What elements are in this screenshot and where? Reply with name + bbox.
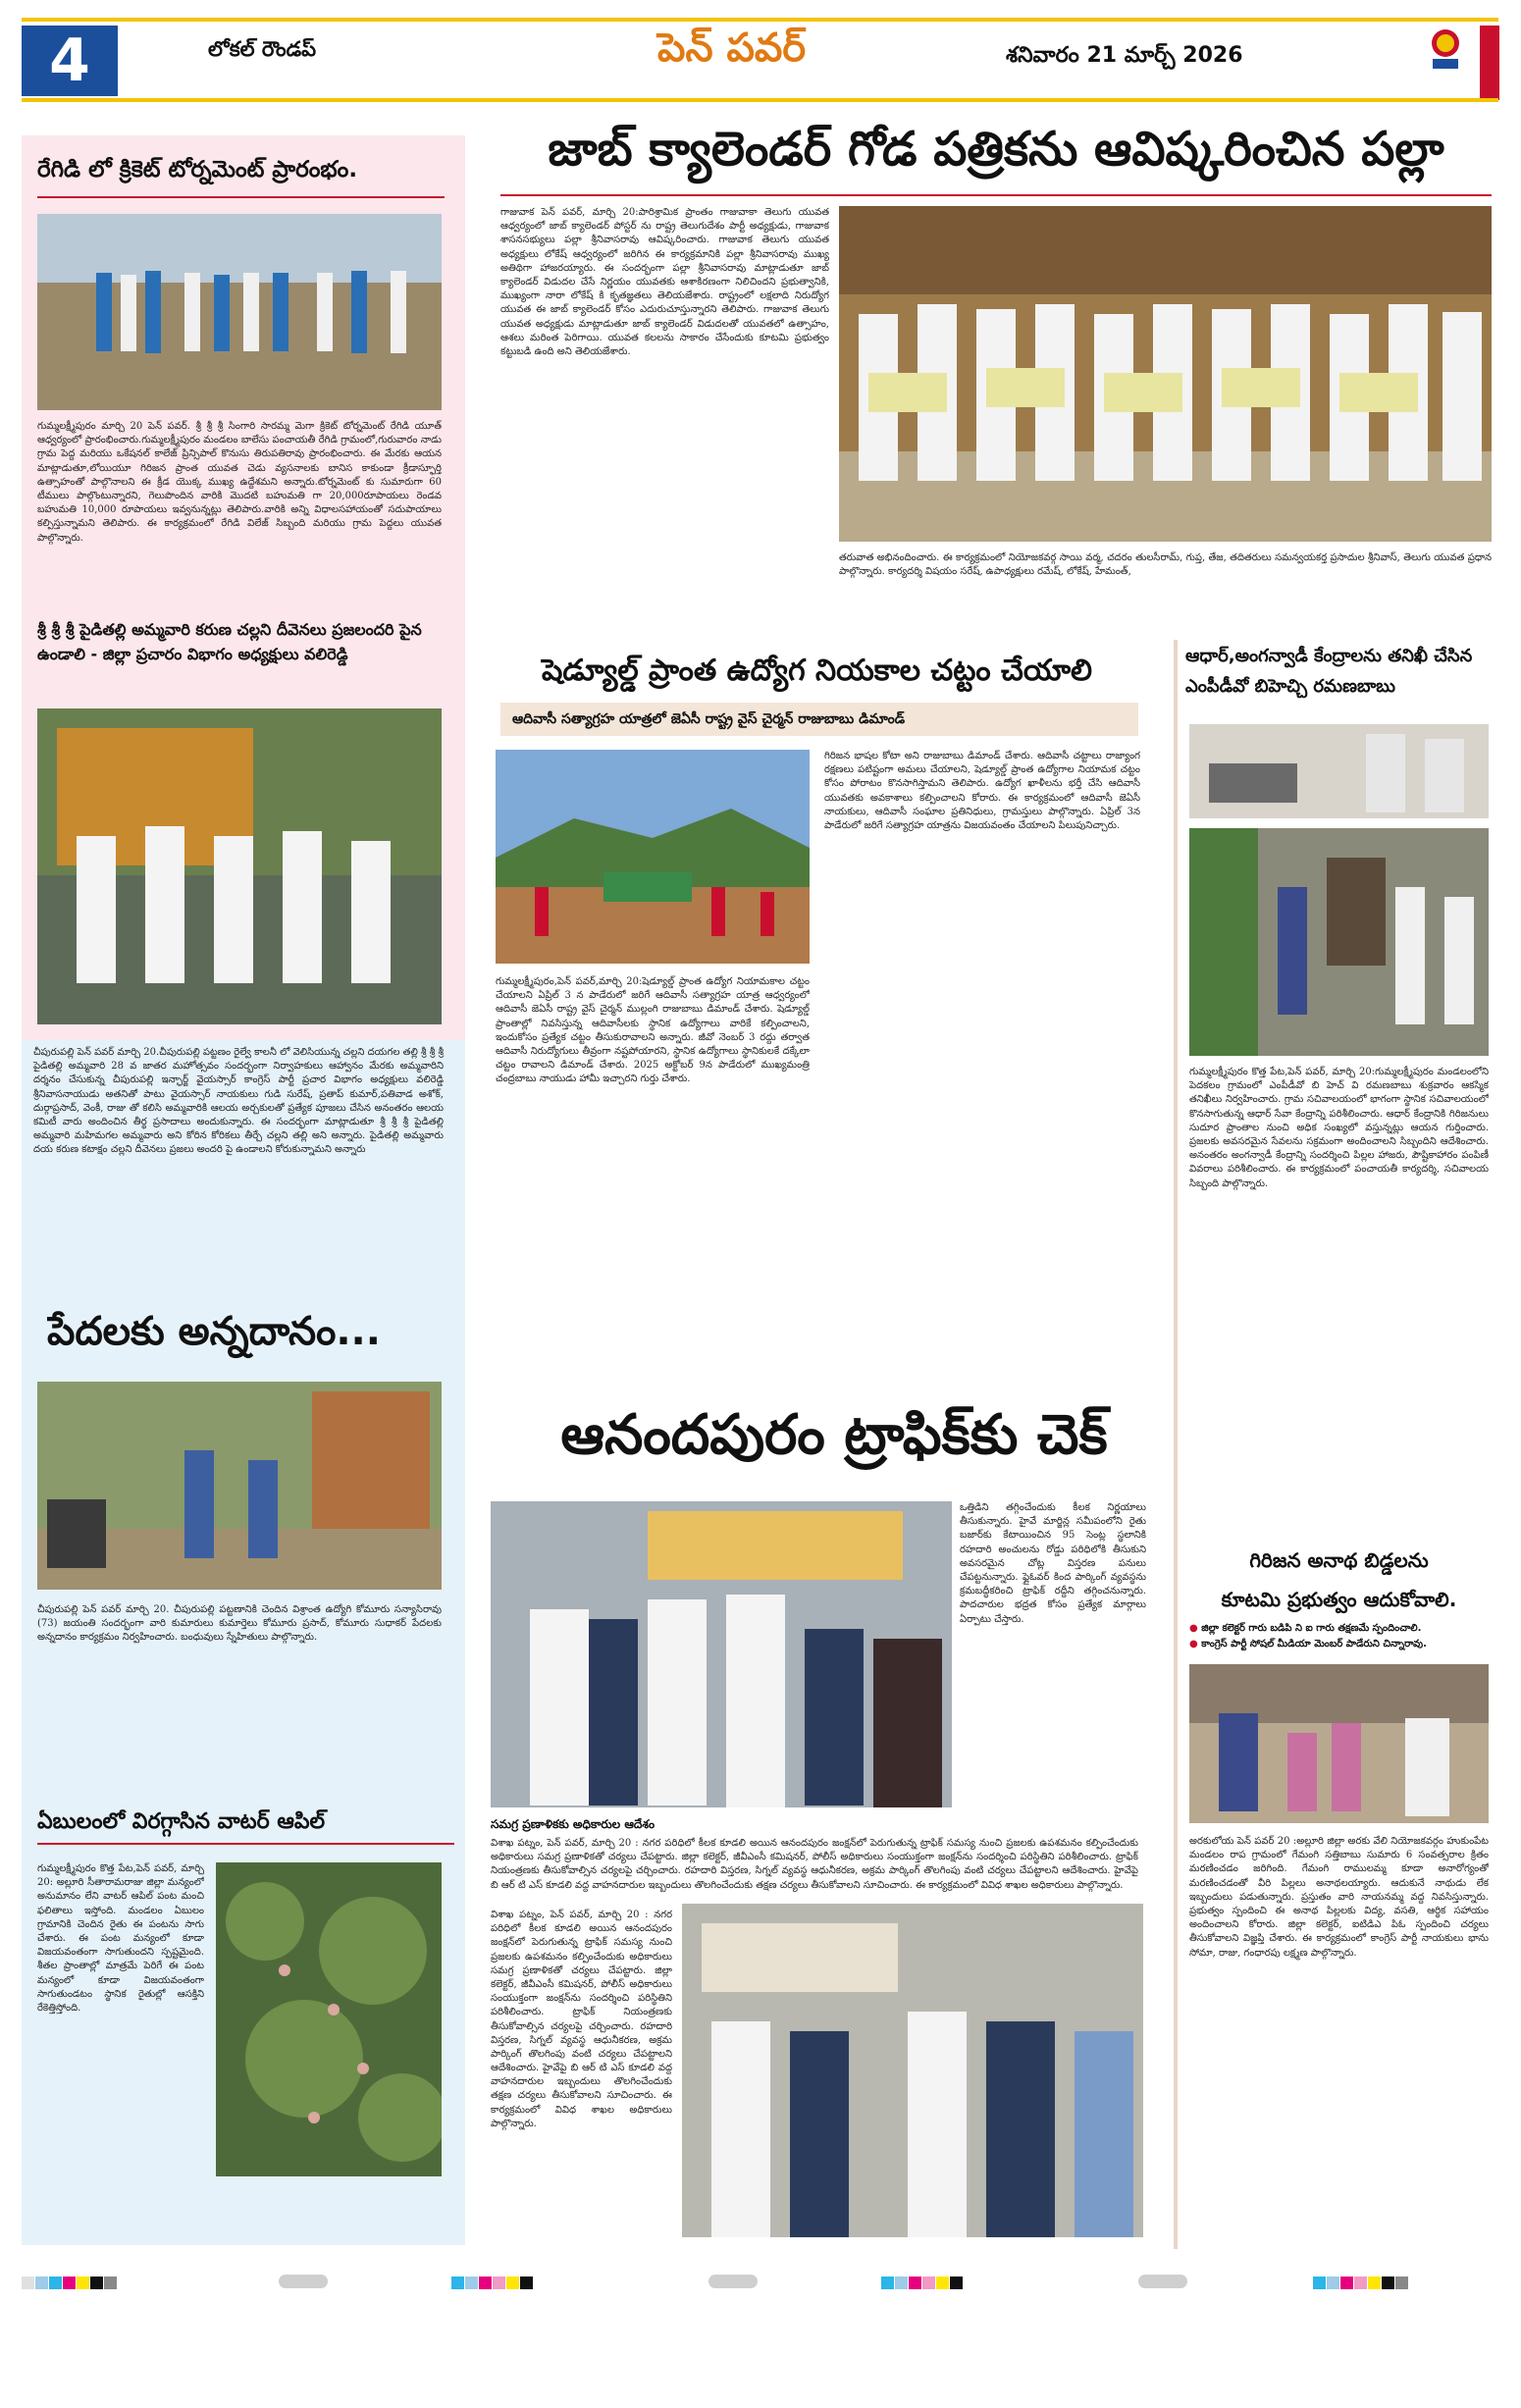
girijana-bullet-2: కాంగ్రెస్ పార్టీ సోషల్ మీడియా మెంబర్ పాడేరుని చిన్నారావు. [1201,1639,1427,1649]
schedule-body-left: గుమ్మలక్ష్మీపురం,పెన్ పవర్,మార్చి 20:షెడ్యూల్డ్ ప్రాంత ఉద్యోగ నియామకాల చట్టం చేయాలని ఏప్రిల్ 3 న పాడేరులో జరిగే ఆదివాసీ సత్యాగ్రహ యాత్ర ఆధ్వర్యంలో ఆదివాసీ జెఏసీ రాష్ట్ర వైస్ చైర్మన్ ముల్లంగి రాజుబాబు డిమాండ్ చేశారు. షెడ్యూల్డ్ ప్రాంతాల్లో నివసిస్తున్న ఆదివాసీలకు స్థానిక ఉద్యోగాలు వారికే కల్పించాలని, ఇందుకోసం ప్రత్యేక చట్టం తీసుకురావాలని అన్నారు. జీవో నెంబర్ 3 రద్దు తర్వాత ఆదివాసీ నిరుద్యోగులు తీవ్రంగా నష్టపోయారని, స్థానిక ఉద్యోగాలు స్థానికులకే దక్కేలా చట్టం రావాలని డిమాండ్ చేశారు. 2025 అక్టోబర్ 9న పాడేరులో ముఖ్యమంత్రి చంద్రబాబు నాయుడు హామీ ఇచ్చారని గుర్తు చేశారు. [496,976,810,1085]
girijana-headline-2: కూటమి ప్రభుత్వం ఆదుకోవాలి. [1221,1588,1457,1611]
girijana-bullet-1: జిల్లా కలెక్టర్ గారు బడిపి ని ఐ గారు తక్షణమే స్పందించాలి. [1201,1623,1422,1634]
cricket-headline: రేగిడి లో క్రికెట్ టోర్నమెంట్ ప్రారంభం. [37,157,358,183]
aadhar-headline: ఆధార్,అంగన్వాడీ కేంద్రాలను తనిఖీ చేసిన ఎంపీడీవో బిహెచ్చి రమణబాబు [1185,646,1473,697]
water-apple-headline: ఏబులంలో విరగ్గాసిన వాటర్ ఆపిల్ [37,1809,326,1834]
job-calendar-caption: తరువాత అభినందించారు. ఈ కార్యక్రమంలో నియోజకవర్గ సాయి వర్మ, చదరం తులసీరామ్, గుప్త, తేజ, తదితరులు సమన్వయకర్త ప్రసాదుల శ్రీనివాస్, తెలుగు యువత ప్రధాన పాల్గొన్నారు. కార్యదర్శి విషయం సరేష్, ఉపాధ్యక్షులు రమేష్, లోకేష్, హేమంత్, [839,552,1492,578]
aadhar-body: గుమ్మలక్ష్మీపురం కొత్త పేట,పెన్ పవర్, మార్చి 20:గుమ్మలక్ష్మీపురం మండలంలోని పెదకలం గ్రామంలో ఎంపీడీవో బి హెచ్ వి రమణబాబు శుక్రవారం ఆకస్మిక తనిఖీలు నిర్వహించారు. గ్రామ సచివాలయంలో భాగంగా స్థానిక సచివాలయంలో కొనసాగుతున్న ఆధార్ సేవా కేంద్రాన్ని పరిశీలించారు. ఆధార్ కేంద్రానికి గిరిజనులు సుదూర ప్రాంతాల నుంచి అధిక సంఖ్యలో వస్తున్నట్లు ఆయన గుర్తించారు. ప్రజలకు అవసరమైన సేవలను సక్రమంగా అందించాలని సిబ్బందిని ఆదేశించారు. అనంతరం అంగన్వాడీ కేంద్రాన్ని సందర్శించి పిల్లల హాజరు, పౌష్టికాహారం పంపిణీ వివరాలు పరిశీలించారు. ఈ కార్యక్రమంలో పంచాయతీ కార్యదర్శి, సచివాలయ సిబ్బంది పాల్గొన్నారు. [1189,1067,1489,1189]
paiditalli-headline: శ్రీ శ్రీ శ్రీ పైడితల్లి అమ్మవారి కరుణ చల్లని దీవెనలు ప్రజలందరి పైన ఉండాలి - జిల్లా ప్రచారం విభాగం అధ్యక్షులు వలిరెడ్డి [37,620,422,663]
paiditalli-body: చీపురుపల్లి పెన్ పవర్ మార్చి 20.చీపురుపల్లి పట్టణం రైల్వే కాలనీ లో వెలిసియున్న చల్లని దయగల తల్లి శ్రీ శ్రీ శ్రీ పైడితల్లి అమ్మవారి 28 వ జాతర మహోత్సవం సందర్భంగా నిర్వాహకులు ఆహ్వానం మేరకు అమ్మవారిని దర్శనం చేసుకున్న చీపురుపల్లి ఇన్ఛార్జ్ వైయస్సార్ కాంగ్రెస్ పార్టీ ప్రచార విభాగం అధ్యక్షులు వలిరెడ్డి శ్రీనివాసనాయుడు అతనితో పాటు వైయస్సార్ నాయకులు గుడి సురేష్, ప్రతాప్ కుమార్,పతివాడ అశోక్, దుర్గాప్రసాద్, వెంకీ, రాజు తో కలిసి అమ్మవారికి ఆలయ అర్చకులతో ప్రత్యేక పూజలు చేసిన అనంతరం ఆలయ కమిటీ వారు అందించిన తీర్థ ప్రసాదాలు అందుకున్నారు. ఈ సందర్భంగా మాట్లాడుతూ శ్రీ శ్రీ శ్రీ పైడితల్లి అమ్మవారి మహిమగల అమ్మవారు అని కోరిన కోరికలు తీర్చే చల్లని తల్లి అని అన్నారు. పైడితల్లి అమ్మవారు దయ కరుణ కటాక్షం చల్లని దీవెనలు ప్రజలు అందరి పై ఉండాలని కోరుకున్నామని అన్నారు [33,1047,444,1156]
pen-power-logo [1427,27,1464,73]
header-red-edge [1480,26,1499,100]
water-apple-body: గుమ్మలక్ష్మీపురం కొత్త పేట,పెన్ పవర్, మార్చి 20: అల్లూరి సీతారామరాజు జిల్లా మన్యంలో అనుమానం లేని వాటర్ ఆపిల్ పంట మంచి ఫలితాలు ఇస్తోంది. మండలం ఏబులం గ్రామానికి చెందిన రైతు ఈ పంటను సాగు చేశారు. ఈ పంట మన్యంలో కూడా విజయవంతంగా సాగుతుందని స్పష్టమైంది. శీతల ప్రాంతాల్లో మాత్రమే పెరిగే ఈ పంట మన్యంలో కూడా విజయవంతంగా సాగుతుండటం స్థానిక రైతుల్లో ఆసక్తిని రేకెత్తిస్తోంది. [37,1863,204,2014]
header-top-rule [22,18,1498,22]
annadanam-body: చీపురుపల్లి పెన్ పవర్ మార్చి 20. చీపురుపల్లి పట్టణానికి చెందిన విశ్రాంత ఉద్యోగి కోమూరు సన్యాసిరావు (73) జయంతి సందర్భంగా వారి కుమారులు కుమార్తెలు కోమూరు ప్రసాద్, కోమూరు సుధాకర్ పేదలకు అన్నదానం కార్యక్రమం నిర్వహించారు. బంధువులు స్నేహితులు పాల్గొన్నారు. [37,1604,442,1644]
traffic-body-lower-b: విశాఖ పట్నం, పెన్ పవర్, మార్చి 20 : నగర పరిధిలో కీలక కూడలి అయిన ఆనందపురం జంక్షన్‌లో పెరుగుతున్న ట్రాఫిక్ సమస్య నుంచి ప్రజలకు ఉపశమనం కల్పించేందుకు అధికారులు సమగ్ర ప్రణాళికతో చర్యలు చేపట్టారు. జిల్లా కలెక్టర్, జీవీఎంసీ కమిషనర్, పోలీస్ అధికారులు సంయుక్తంగా జంక్షన్‌ను సందర్శించి పరిస్థితిని పరిశీలించారు. ట్రాఫిక్ నియంత్రణకు తీసుకోవాల్సిన చర్యలపై చర్చించారు. రహదారి విస్తరణ, సిగ్నల్ వ్యవస్థ ఆధునీకరణ, అక్రమ పార్కింగ్ తొలగింపు వంటి చర్యలు చేపట్టాలని ఆదేశించారు. హైవేపై బి ఆర్ టి ఎస్ కూడలి వద్ద వాహనదారుల ఇబ్బందులు తొలగించేందుకు తక్షణ చర్యలు తీసుకోవాలని సూచించారు. ఈ కార్యక్రమంలో వివిధ శాఖల అధికారులు పాల్గొన్నారు. [491,1910,672,2129]
bullet-icon: ● [1189,1639,1198,1649]
color-registration-bar-4 [1313,2275,1409,2290]
orphan-children-photo [1189,1664,1489,1823]
masthead: పెన్ పవర్ [657,26,807,71]
color-registration-bar-3 [881,2275,964,2290]
job-calendar-body: గాజువాక పెన్ పవర్, మార్చి 20:పారిశ్రామిక ప్రాంతం గాజువాకా తెలుగు యువత ఆధ్వర్యంలో జాబ్ క్యాలెండర్ పోస్టర్ ను రాష్ట్ర తెలుగుదేశం పార్టీ అధ్యక్షుడు, గాజువాక శాసనసభ్యులు పల్లా శ్రీనివాసరావు ఆవిష్కరించారు. గాజువాక తెలుగు యువత అధ్యక్షులు లోకేష్ ఆధ్వర్యంలో జరిగిన ఈ కార్యక్రమానికి పల్లా శ్రీనివాసరావు ముఖ్య అతిథిగా హాజరయ్యారు. ఈ సందర్భంగా పల్లా శ్రీనివాసరావు మాట్లాడుతూ జాబ్ క్యాలెండర్ విడుదల చేసే నిర్ణయం యువతకు ఆశాకిరణంగా నిలిచిందని ప్రభుత్వానికి, ముఖ్యంగా నారా లోకేష్ కి కృతజ్ఞతలు తెలియజేశారు. రాష్ట్రంలో లక్షలాది నిరుద్యోగ యువత ఈ జాబ్ క్యాలెండర్ కోసం ఎదురుచూస్తున్నారని తెలిపారు. గాజువాక తెలుగు యువత అధ్యక్షుడు మాట్లాడుతూ జాబ్ క్యాలెండర్ విడుదలతో యువతలో ఉత్సాహం, ఆశలు మరింత పెరిగాయి. యువత కలలను సాకారం చేసేందుకు కూటమి ప్రభుత్వం కట్టుబడి ఉంది అని తెలియజేశారు. [500,207,829,357]
water-apple-tree-photo [216,1862,442,2176]
page-number: 4 [22,26,118,96]
annadanam-photo [37,1382,442,1590]
color-registration-bar-1 [22,2275,118,2290]
section-title: లోకల్ రౌండప్ [208,37,317,61]
schedule-body-right: గిరిజన భాషల కోటా అని రాజుబాబు డిమాండ్ చేశారు. ఆదివాసీ చట్టాలు రాజ్యాంగ రక్షణలు పటిష్టంగా అమలు చేయాలని, షెడ్యూల్డ్ ప్రాంత ఉద్యోగాల నియామక చట్టం కోసం పోరాటం కొనసాగిస్తామని తెలిపారు. ఉద్యోగ ఖాళీలను భర్తీ చేసి ఆదివాసీ యువతకు అవకాశాలు కల్పించాలని కోరారు. ఈ కార్యక్రమంలో ఆదివాసీ జెఏసీ నాయకులు, ఆదివాసీ సంఘాల ప్రతినిధులు, గ్రామస్తులు పాల్గొన్నారు. ఏప్రిల్ 3న పాడేరులో జరిగే సత్యాగ్రహ యాత్రను విజయవంతం చేయాలని పిలుపునిచ్చారు. [824,751,1140,831]
traffic-headline: ఆనందపురం ట్రాఫిక్‌కు చెక్ [560,1403,1108,1467]
anganwadi-photo [1189,828,1489,1056]
registration-dot-3 [1138,2275,1187,2288]
traffic-inspection-photo [491,1501,952,1807]
registration-dot-1 [279,2275,328,2288]
aadhar-centre-photo [1189,724,1489,818]
rally-photo [496,750,810,964]
registration-dot-2 [708,2275,758,2288]
water-apple-underline [37,1843,454,1845]
girijana-body: అరకులోయ పెన్ పవర్ 20 :అల్లూరి జిల్లా అరకు వేలి నియోజకవర్గం హుకుంపేట మండలం రాప గ్రామంలో గేమంగి సత్తిబాబు సుమారు 6 సంవత్సరాల క్రితం మరణించడం జరిగింది. గేమంగి రాములమ్మ కూడా అనారోగ్యంతో మరణించడంతో వీరి పిల్లలు అనాథలయ్యారు. ఆదుకునే నాథుడు లేక ఇబ్బందులు పడుతున్నారు. ప్రస్తుతం వారి నాయనమ్మ వద్ద నివసిస్తున్నారు. ప్రభుత్వం స్పందించి ఈ అనాథ పిల్లలకు విద్య, వసతి, ఆర్థిక సహాయం అందించాలని కోరారు. జిల్లా కలెక్టర్, ఐటిడిఎ పిఓ స్పందించి చర్యలు తీసుకోవాలని విజ్ఞప్తి చేశారు. ఈ కార్యక్రమంలో కాంగ్రెస్ పార్టీ నాయకులు భాను సోమా, రాజు, గంధారపు లక్ష్మణ పాల్గొన్నారు. [1189,1836,1489,1959]
annadanam-headline: పేదలకు అన్నదానం... [47,1309,381,1354]
bullet-icon: ● [1189,1623,1198,1634]
header-bottom-rule [22,98,1498,102]
job-calendar-launch-photo [839,206,1492,542]
traffic-body-lower-a: విశాఖ పట్నం, పెన్ పవర్, మార్చి 20 : నగర పరిధిలో కీలక కూడలి అయిన ఆనందపురం జంక్షన్‌లో పెరుగుతున్న ట్రాఫిక్ సమస్య నుంచి ప్రజలకు ఉపశమనం కల్పించేందుకు అధికారులు సమగ్ర ప్రణాళికతో చర్యలు చేపట్టారు. జిల్లా కలెక్టర్, జీవీఎంసీ కమిషనర్, పోలీస్ అధికారులు సంయుక్తంగా జంక్షన్‌ను సందర్శించి పరిస్థితిని పరిశీలించారు. ట్రాఫిక్ నియంత్రణకు తీసుకోవాల్సిన చర్యలపై చర్చించారు. రహదారి విస్తరణ, సిగ్నల్ వ్యవస్థ ఆధునీకరణ, అక్రమ పార్కింగ్ తొలగింపు వంటి చర్యలు చేపట్టాలని ఆదేశించారు. హైవేపై బి ఆర్ టి ఎస్ కూడలి వద్ద వాహనదారుల ఇబ్బందులు తొలగించేందుకు తక్షణ చర్యలు తీసుకోవాలని సూచించారు. ఈ కార్యక్రమంలో వివిధ శాఖల అధికారులు పాల్గొన్నారు. [491,1838,1138,1891]
traffic-body-right: ఒత్తిడిని తగ్గించేందుకు కీలక నిర్ణయాలు తీసుకున్నారు. హైవే మార్జిన్ల సమీపంలోని రైతు బజార్‌కు కేటాయించిన 95 సెంట్ల స్థలానికి రహదారి అంచులను రోడ్డు పరిధిలోకి తీసుకుని అవసరమైన చోట్ల విస్తరణ పనులు చేపట్టనున్నారు. ఫ్లైఓవర్ కింద పార్కింగ్ వ్యవస్థను క్రమబద్ధీకరించి ట్రాఫిక్ రద్దీని తగ్గించనున్నారు. పాదచారుల భద్రత కోసం ప్రత్యేక మార్గాలు ఏర్పాటు చేస్తారు. [960,1502,1146,1625]
column-divider [1174,640,1178,2249]
issue-date: శనివారం 21 మార్చ్ 2026 [1006,43,1243,68]
traffic-caption: సమగ్ర ప్రణాళికకు అధికారుల ఆదేశం [491,1817,656,1831]
temple-photo [37,708,442,1024]
traffic-officials-photo [682,1904,1143,2237]
cricket-body: గుమ్మలక్ష్మీపురం మార్చి 20 పెన్ పవర్. శ్రీ శ్రీ శ్రీ సింగారి సారమ్మ మెగా క్రికెట్ టోర్నమెంట్ రేగిడి యూత్ ఆధ్వర్యంలో ప్రారంభించారు.గుమ్మలక్ష్మీపురం మండలం బాలేసు పంచాయతీ రేగిడి గ్రామంలో,గురువారం నాడు గ్రామ పెద్ద మరియు ఒకేషనల్ కాలేజ్ ప్రిన్సిపాల్ కొనుసు తిరుపతిరావు ప్రారంభించారు. ఈ మేరకు ఆయన మాట్లాడుతూ,లోయియూ గిరిజన ప్రాంత యువత చెడు వ్యసనాలకు బానిస కాకుండా క్రీడాస్ఫూర్తి ఉత్సాహంతో పాల్గొనాలని ఈ క్రీడ యొక్క ముఖ్య ఉద్దేశమని అన్నారు.టోర్నమెంట్ కు సుమారుగా 60 టీములు పాల్గొంటున్నారని, గెలుపొందిన వారికి మొదటి బహుమతి గా 20,000రూపాయలు రెండవ బహుమతి 10,000 రూపాయలు ఇవ్వనున్నట్లు తెలిపారు.వారికి అన్ని విధాలసహాయంతో సదుపాయాలు కల్పిస్తున్నామని తెలిపారు. ఈ కార్యక్రమంలో రేగిడి విలేజ్ సిబ్బంది మరియు గ్రామ పెద్దలు యువత పాల్గొన్నారు. [37,421,442,544]
schedule-headline: షెడ్యూల్డ్ ప్రాంత ఉద్యోగ నియకాల చట్టం చేయాలి [541,654,1093,688]
color-registration-bar-2 [451,2275,534,2290]
job-calendar-rule [500,194,1492,196]
job-calendar-headline: జాబ్ క్యాలెండర్ గోడ పత్రికను ఆవిష్కరించిన పల్లా [548,122,1444,177]
cricket-underline [37,196,445,198]
girijana-bullets [1189,1621,1489,1660]
cricket-team-photo [37,214,442,410]
girijana-headline-1: గిరిజన అనాథ బిడ్డలను [1249,1548,1429,1572]
schedule-subhead: ఆదివాసీ సత్యాగ్రహ యాత్రలో జెఏసీ రాష్ట్ర వైస్ చైర్మన్ రాజుబాబు డిమాండ్ [500,703,1138,736]
